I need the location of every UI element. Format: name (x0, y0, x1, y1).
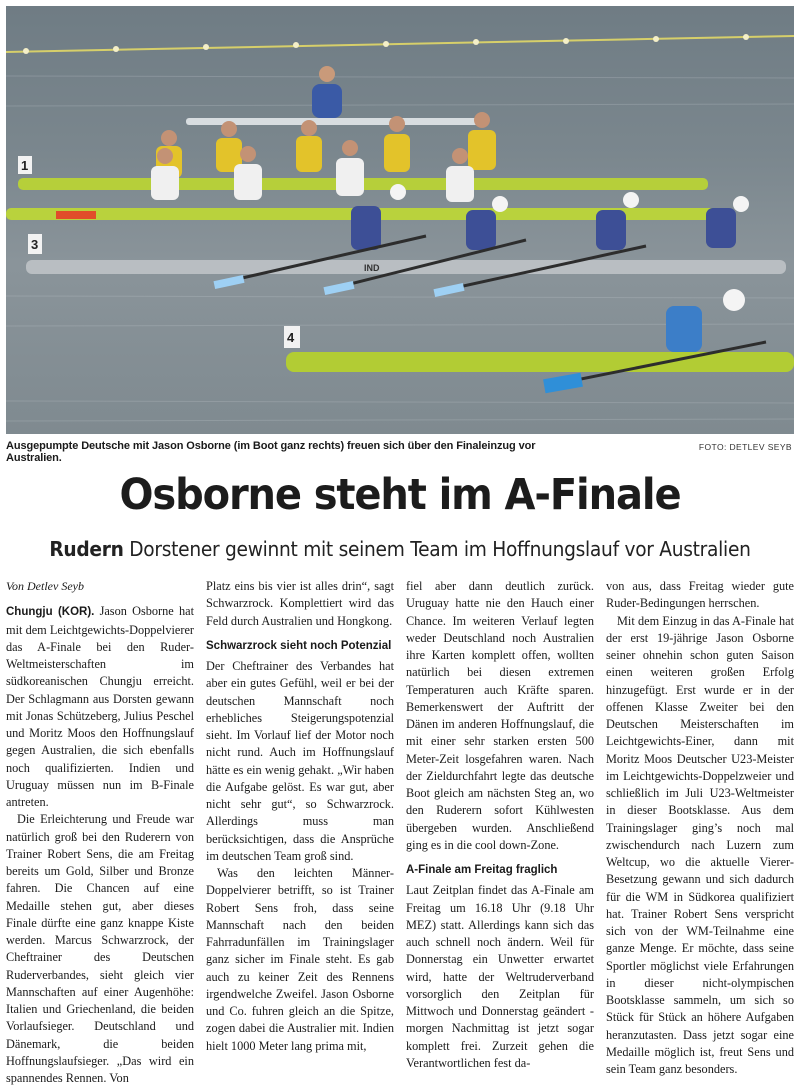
lane-number-3: 3 (31, 237, 39, 252)
column-1 (6, 578, 194, 1085)
background-boat (186, 66, 486, 125)
subline-text: Dorstener gewinnt mit seinem Team im Hoffnungslauf vor Australien (123, 537, 751, 561)
lane-number-4: 4 (287, 330, 295, 345)
paragraph: Was den leichten Männer-Doppelvierer betrifft, so ist Trainer Robert Sens froh, dass seine Mannschaft nach den beiden Fahrradunfällen im Trainingslager ganz sicher im Finale steht. Es gab auch zu keiner Zeit des Rennens irgendwelche Zweifel. Jason Osborne und Co. fuhren gleich an die Spitze, zogen dabei die Australier mit. Indien hielt 1000 Meter lang prima mit, (206, 866, 394, 1053)
buoy-line (6, 34, 794, 54)
paragraph: Laut Zeitplan findet das A-Finale am Freitag um 16.18 Uhr (9.18 Uhr MEZ) statt. Allerdings kann sich das auch schnell noch ändern. Weil für Donnerstag ein Unwetter erwartet wird, hatte der Weltruderverband vorsorglich den Zeitplan für Mittwoch und Donnerstag geändert - morgen Nachmittag ist jetzt sogar komplett frei. Zurzeit gehen die Verantwortlichen fest da- (406, 883, 594, 1070)
photo-credit: FOTO: DETLEV SEYB (698, 442, 792, 452)
paragraph: Der Cheftrainer des Verbandes hat aber ein gutes Gefühl, weil er bei der deutschen Mannschaft noch erhebliches Steigerungspotenzial sieht. Im Vorlauf lief der Motor noch nicht rund. Auch im Hoffnungslauf hätte es ein wenig gehakt. „Wir haben die Aufgabe gelöst. Es war gut, aber nicht sehr gut“, so Schwarzrock. Allerdings muss man berücksichtigen, dass die Ansprüche im deutschen Team groß sind. (206, 659, 394, 863)
subline-kicker: Rudern (49, 537, 124, 561)
column-2 (206, 578, 394, 1054)
subline (28, 537, 772, 561)
column-4 (606, 578, 794, 1076)
column-3 (406, 578, 594, 1070)
subheading: A-Finale am Freitag fraglich (406, 864, 558, 876)
byline: Von Detlev Seyb (6, 579, 84, 593)
boat-label: IND (364, 263, 380, 273)
paragraph: Platz eins bis vier ist alles drin“, sagt Schwarzrock. Komplettiert wird das Feld durch Australien und Hongkong. (206, 579, 394, 628)
paragraph: fiel aber dann deutlich zurück. Uruguay hatte nie den Hauch einer Chance. Im weiteren Verlauf legten weder Deutschland noch Australien ihre Karten komplett offen, wollten natürlich bei diesen extremen Temperaturen auch Kräfte sparen. Bemerkenswert der Auftritt der Dänen im anderen Hoffnungslauf, die mit einer sehr starken ersten 500 Meter-Zeit losgefahren waren. Nach der Zieldurchfahrt legte das deutsche Boot gleich am nächsten Steg an, wo den Ruderern sofort Kühlwesten übergeben wurden. Anschließend ging es in die cool down-Zone. (406, 579, 594, 852)
article-photo (6, 6, 794, 434)
dateline: Chungju (KOR). (6, 606, 95, 619)
headline: Osborne steht im A-Finale (119, 470, 681, 520)
subheading: Schwarzrock sieht noch Potenzial (206, 639, 392, 652)
photo-caption: Ausgepumpte Deutsche mit Jason Osborne (im Boot ganz rechts) freuen sich über den Finaleinzug vor Australien. (6, 440, 536, 464)
boat-lane-3 (26, 184, 786, 297)
boat-lane-4 (286, 289, 794, 393)
paragraph: Die Erleichterung und Freude war natürlich groß bei den Ruderern von Trainer Robert Sens, die am Freitag bereits um Gold, Silber und Bronze fahren. Die Chancen auf eine Medaille stehen gut, aber dieses Finale dürfte eine ganz knappe Kiste werden. Marcus Schwarzrock, der Cheftrainer des Deutschen Ruderverbandes, sieht gleich vier Mannschaften auf einer Augenhöhe: Italien und Griechenland, die beiden Vorlaufsieger. Deutschland und Dänemark, die beiden Hoffnungslaufsieger. „Das wird ein spannendes Rennen. Von (6, 812, 194, 1085)
rowing-scene (6, 6, 794, 434)
article-body (6, 578, 794, 1085)
paragraph: Mit dem Einzug in das A-Finale hat der erst 19-jährige Jason Osborne seiner ohnehin schon guten Saison einen weiteren großen Erfolg hinzugefügt. Erst wurde er in der offenen Klasse Zweiter bei den Deutschen Meisterschaften im Leichtgewichts-Einer, dann mit Moritz Moos Deutscher U23-Meister im Leichtgewichts-Doppelzweier und schließlich im Juli U23-Weltmeister in dieser Bootsklasse. Aus dem Trainingslager ging’s noch mal zwischendurch nach Luzern zum Weltcup, wo die aktuelle Vierer-Besetzung gewann und sich dadurch für die WM in Südkorea qualifiziert hat. Trainer Robert Sens verspricht sich von der WM-Teilnahme eine ganze Menge. Er möchte, dass seine Sportler möglichst viele Erfahrungen in dieser nicht-olympischen Bootsklasse sammeln, um sich so Stück für Stück an höhere Aufgaben heranzutasten. Dass jetzt sogar eine Medaille möglich ist, freut Sens und sein Team ganz besonders. (606, 613, 794, 1076)
paragraph: Chungju (KOR). Jason Osborne hat mit dem Leichtgewichts-Doppelvierer das A-Finale bei den Ruder-Weltmeisterschaften im südkoreanischen Chungju erreicht. Der Schlagmann aus Dorsten gewann mit Jonas Schützeberg, Julius Peschel und Moritz Moos den Hoffnungslauf gegen Australien, die sich ebenfalls noch qualifizierten. Indien und Uruguay müssen nun im B-Finale antreten. (6, 604, 194, 809)
paragraph: von aus, dass Freitag wieder gute Ruder-Bedingungen herrschen. (606, 579, 794, 611)
lane-number-1: 1 (21, 158, 29, 173)
